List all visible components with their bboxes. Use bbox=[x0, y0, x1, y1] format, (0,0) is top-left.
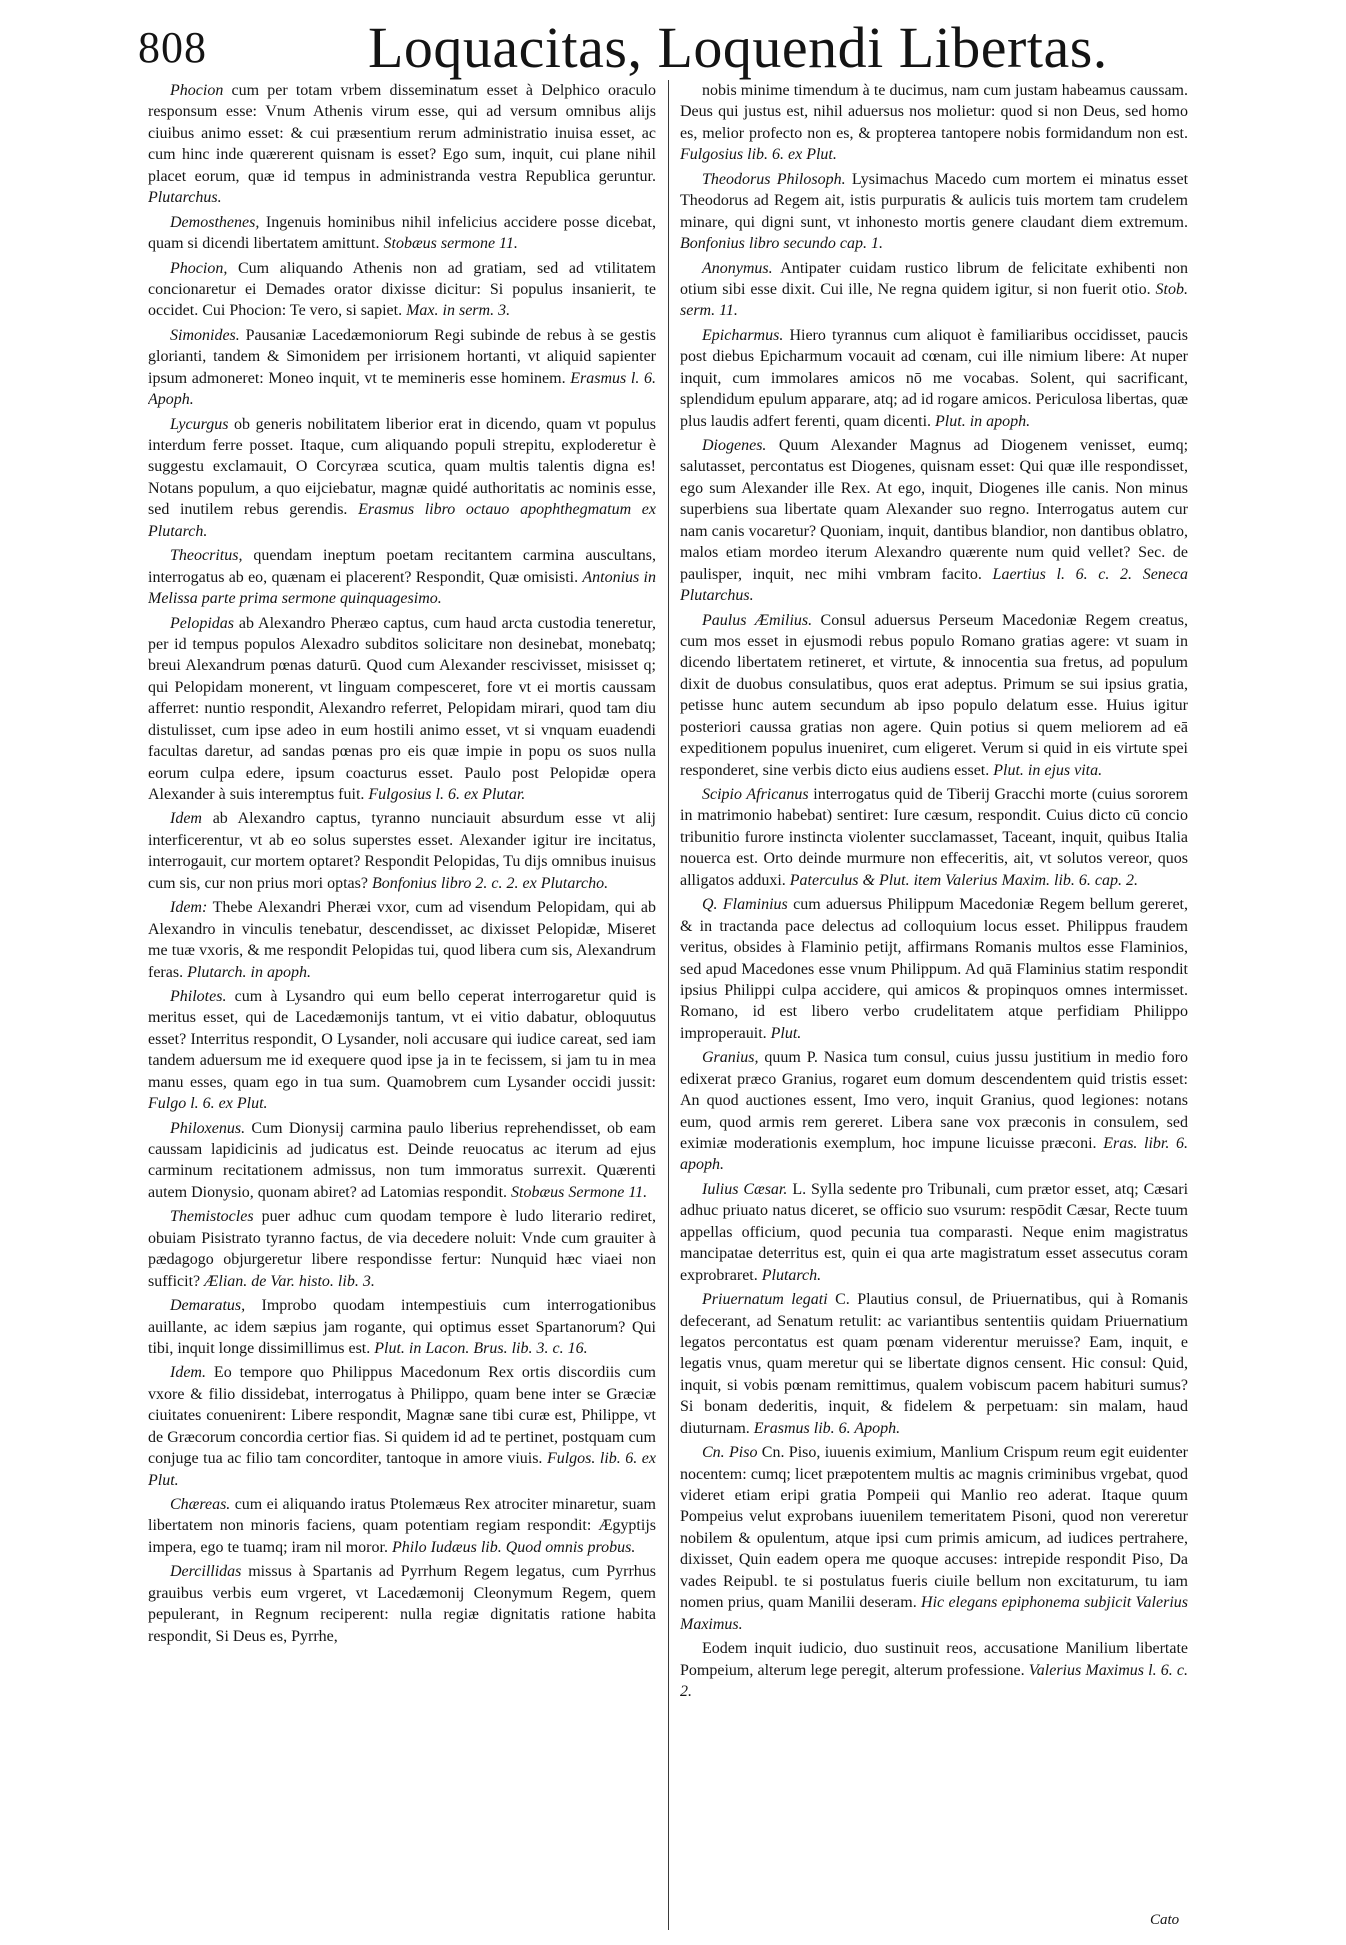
entry-source: Erasmus l. 6. Apoph. bbox=[148, 369, 656, 409]
entry-name: Demosthenes, bbox=[170, 213, 260, 231]
entry-source: Antonius in Melissa parte prima sermone quinquagesimo. bbox=[148, 568, 656, 608]
text-entry bbox=[680, 435, 1188, 607]
entry-name: Simonides. bbox=[170, 326, 240, 344]
text-entry bbox=[680, 784, 1188, 891]
entry-name: Theodorus Philosoph. bbox=[702, 170, 846, 188]
entry-source: Fulgosius l. 6. ex Plutar. bbox=[368, 786, 526, 803]
entry-text: Consul aduersus Perseum Macedoniæ Regem creatus, cum mos esset in ejusmodi rebus populo Romano gratias agere: vt suam in dicendo libertatem retineret, et virtute, & innocentia sua fretus, ad populum dixit de duobus consulatibus, quos erat adeptus. Primum se sui ipsius gratia, petisse hunc autem secundum ab ipso populo delatum esse. Huius igitur posteriori caussa gratias non agere. Quin potius si quem meliorem ad eā expeditionem populus inueniret, cum eligeret. Verum si quid in eis virtute spei responderet, sine verbis dicto eius audiens esset. bbox=[680, 611, 1188, 779]
entry-text: ab Alexandro Pheræo captus, cum haud arcta custodia teneretur, per id tempus populos Alexadro subditos solicitare non desinebat, monebatq; breui Alexandrum pœnas daturū. Quod cum Alexander rescivisset, misisset q; qui Pelopidam monerent, vt linguam compesceret, fore vt ei mortis caussam afferret: nuntio respondit, Alexandro referret, Pelopidam mirari, quod tam diu distulisset, cum ipse adeo in eum hostili animo esset, vt si vnquam euadendi facultas daretur, ad sandas pœnas pro eis quæ impie in popu os suos nulla eorum culpa edere, ipsum coacturus esset. Paulo post Pelopidæ opera Alexander à suis interemptus fuit. bbox=[148, 614, 656, 803]
entry-text: Thebe Alexandri Pheræi vxor, cum ad visendum Pelopidam, qui ab Alexandro in vinculis tenebatur, descendisset, ac dixisset Pelopidæ, Miseret me tuæ vxoris, & me respondit Pelopidas tui, quod libera cum sis, Alexandrum feras. bbox=[148, 899, 656, 981]
entry-name: Demaratus, bbox=[170, 1297, 246, 1315]
entry-source: Eras. libr. 6. apoph. bbox=[680, 1135, 1188, 1174]
entry-name: Chæreas. bbox=[170, 1496, 231, 1513]
text-entry bbox=[680, 258, 1188, 322]
entry-source: Plutarchus. bbox=[148, 189, 222, 207]
entry-text: Cum aliquando Athenis non ad gratiam, sed ad vtilitatem concionaretur ei Demades orator dixisse dicitur: Si populus insanierit, te occidet. Cui Phocion: Te vero, si sapiet. bbox=[148, 259, 656, 320]
entry-source: Plut. bbox=[770, 1024, 802, 1042]
text-entry bbox=[680, 80, 1188, 166]
entry-name: Priuernatum legati bbox=[702, 1291, 828, 1309]
entry-source: Plut. in ejus vita. bbox=[993, 761, 1103, 779]
text-entry bbox=[148, 80, 656, 209]
entry-source: Fulgos. lib. 6. ex Plut. bbox=[148, 1450, 656, 1489]
text-entry bbox=[148, 325, 656, 411]
text-entry bbox=[680, 610, 1188, 782]
entry-text: L. Sylla sedente pro Tribunali, cum prætor esset, atq; Cæsari adhuc priuato natus diceret, se officio suo vsurum: respōdit Cæsar, Recte tuum appellas officium, quod pecunia tua comparasti. Neque enim magistratus mancipatae deterritus est, quin ei qua arte magistratum esset assecutus coram exprobraret. bbox=[680, 1180, 1188, 1284]
entry-name: Philotes. bbox=[170, 987, 227, 1005]
entry-source: Plutarch. bbox=[761, 1266, 822, 1284]
entry-text: Hiero tyrannus cum aliquot è familiaribus occidisset, paucis post diebus Epicharmum vocauit ad cœnam, cui ille nimium libere: At nuper inquit, cum immolares amicos nō me vocabas. Solent, qui sacrificant, splendidum epulum apparare, atq; ad id rogare amicos. Periculosa libertas, quæ plus laudis adfert ferenti, quam dicenti. bbox=[680, 326, 1188, 430]
entry-text: cum ei aliquando iratus Ptolemæus Rex atrociter minaretur, suam libertatem non minoris faciens, quam potentiam regiam respondit: Ægyptijs impera, ego te tuamq; iram nil moror. bbox=[148, 1496, 656, 1556]
text-entry bbox=[680, 1179, 1188, 1286]
right-column bbox=[680, 80, 1188, 1938]
left-column bbox=[148, 80, 656, 1938]
entry-name: Phocion bbox=[170, 82, 224, 99]
entry-name: Theocritus, bbox=[170, 547, 243, 565]
entry-text: Cn. Piso, iuuenis eximium, Manlium Crispum reum egit euidenter nocentem: cumq; licet præpotentem multis ac magnis criminibus vrgebat, quod videret etiam eripi gratia Pompeii qui Manlio reo aderat. Itaque quum Pompeius velut exprobans iuuenilem temeritatem Pisoni, quod non vereretur nobilem & opulentum, atque ipsi cum primis amicum, ad iudices pertrahere, dixisset, Quin eadem opera me quoque accuses: intrepide respondit Piso, Da vades Reipubl. te si postulatus fueris ciuile bellum non excitaturum, tu iam nomen prius, quam Manilii deseram. bbox=[680, 1444, 1188, 1612]
text-entry bbox=[148, 545, 656, 609]
entry-source: Stob. serm. 11. bbox=[680, 280, 1188, 320]
text-entry bbox=[680, 1638, 1188, 1702]
entry-source: Erasmus libro octauo apophthegmatum ex Plutarch. bbox=[148, 501, 656, 540]
text-entry bbox=[148, 1561, 656, 1647]
text-entry bbox=[148, 1295, 656, 1359]
entry-name: Paulus Æmilius. bbox=[702, 611, 813, 629]
entry-name: Anonymus. bbox=[702, 259, 773, 277]
entry-text: Quum Alexander Magnus ad Diogenem venisset, eumq; salutasset, percontatus est Diogenes, quisnam esset: Qui quæ ille respondisset, ego sum Alexander ille Rex. At ego, inquit, Diogenes ille canis. Non minus superbiens sua libertate quam Alexander suo regno. Interrogatus autem cur nam canis vocaretur? Quoniam, inquit, dantibus blandior, non dantibus oblatro, malos etiam mordeo iterum Alexandro quærente num quid vellet? Sec. de paulisper, inquit, nec mihi vmbram facito. bbox=[680, 437, 1188, 583]
text-entry bbox=[680, 1047, 1188, 1176]
entry-source: Philo Iudæus lib. Quod omnis probus. bbox=[391, 1538, 636, 1556]
entry-text: Cum Dionysij carmina paulo liberius reprehendisset, ob eam caussam lapidicinis ad judicatus est. Deinde reuocatus ac iterum ad ejus carminum recitationem admissus, non tum immoratus surrexit. Quærenti autem Dionysio, quonam abiret? ad Latomias respondit. bbox=[148, 1119, 656, 1201]
text-entry bbox=[148, 897, 656, 983]
entry-source: Laertius l. 6. c. 2. Seneca Plutarchus. bbox=[680, 565, 1188, 605]
entry-source: Bonfonius libro secundo cap. 1. bbox=[680, 235, 883, 253]
entry-name: Themistocles bbox=[170, 1208, 254, 1226]
page-number: 808 bbox=[138, 23, 207, 72]
entry-text: Improbo quodam intempestiuis cum interrogationibus auillante, ac idem sæpius jam rogante, qui optimus esset Spartanorum? Qui tibi, inquit longe dissimillimus est. bbox=[148, 1297, 656, 1357]
text-entry bbox=[148, 1494, 656, 1558]
entry-source: Max. in serm. 3. bbox=[406, 302, 511, 320]
entry-text: cum per totam vrbem disseminatum esset à Delphico oraculo responsum esse: Vnum Athenis virum esse, qui ad versum omnibus alijs ciuibus animo esset: & cui præsentium rerum administratio inuisa esset, ac cum hinc inde quærerent quisnam is esset? Ego sum, inquit, cui plane nihil placet eorum, quæ id tempus in administranda vestra Republica geruntur. bbox=[148, 82, 656, 185]
entry-source: Ælian. de Var. histo. lib. 3. bbox=[204, 1272, 375, 1290]
text-entry bbox=[148, 808, 656, 894]
text-entry bbox=[148, 986, 656, 1115]
entry-name: Iulius Cæsar. bbox=[702, 1180, 788, 1198]
catchword: Cato bbox=[1150, 1912, 1180, 1928]
entry-text: Lysimachus Macedo cum mortem ei minatus esset Theodorus ad Regem ait, istis purpuratis & aulicis tuis mortem tam crudelem minare, qui digni sunt, vt inhonesto mortis genere claudant diem extremum. bbox=[680, 170, 1188, 231]
entry-source: Stobæus Sermone 11. bbox=[511, 1183, 648, 1201]
entry-source: Fulgosius lib. 6. ex Plut. bbox=[680, 146, 837, 164]
entry-text: Ingenuis hominibus nihil infelicius accidere posse dicebat, quam si dicendi libertatem amittunt. bbox=[148, 213, 656, 253]
running-title: Loquacitas, Loquendi Libertas. bbox=[368, 15, 1108, 80]
entry-name: Phocion, bbox=[170, 259, 228, 277]
entry-source: Erasmus lib. 6. Apoph. bbox=[753, 1419, 901, 1437]
entry-name: Idem: bbox=[170, 899, 208, 917]
text-entry bbox=[680, 1442, 1188, 1635]
entry-source: Valerius Maximus l. 6. c. 2. bbox=[680, 1661, 1188, 1700]
entry-name: Dercillidas bbox=[170, 1563, 242, 1581]
entry-text: quum P. Nasica tum consul, cuius jussu justitium in medio foro edixerat præco Granius, rogaret eum domum descendentem quid tristis esset: An quod auctiones essent, Imo vero, inquit Granius, quod legiones: notans eum, quod armis rem gereret. Libera sane vox præconis in consulem, sed eximiæ moderationis exemplum, hoc impune licuisse præconi. bbox=[680, 1049, 1188, 1152]
text-entry bbox=[148, 613, 656, 806]
entry-text: ob generis nobilitatem liberior erat in dicendo, quam vt populus interdum ferre posset. Itaque, cum aliquando populi strepitu, exploderetur è suggestu exclamauit, O Corcyræa scutica, quam multis talentis digna es! Notans populum, a quo eijciebatur, magnæ quidé authoritatis ac nominis esse, sed inutilem rebus gerendis. bbox=[148, 415, 656, 519]
entry-text: ab Alexandro captus, tyranno nunciauit absurdum esse vt alij interficerentur, vt ab eo solus superstes esset. Alexander igitur ire incitatus, interrogauit, cur mortem optaret? Respondit Pelopidas, Tu dijs omnibus inuisus cum sis, cur non prius mori optas? bbox=[148, 810, 656, 892]
entry-text: nobis minime timendum à te ducimus, nam cum justam habeamus caussam. Deus qui justus est, nihil aduersus nos molietur: quod si non Deus, sed homo es, melior profecto non es, & propterea tantopere nobis formidandum non est. bbox=[680, 82, 1188, 142]
entry-source: Plutarch. in apoph. bbox=[187, 963, 311, 981]
entry-text: missus à Spartanis ad Pyrrhum Regem legatus, cum Pyrrhus grauibus verbis eum vrgeret, vt Lacedæmonij Cleonymum Regem, quem pepulerant, in Regnum reciperent: nulla regiæ dignitatis ratione habita respondit, Si Deus es, Pyrrhe, bbox=[148, 1563, 656, 1645]
entry-name: Cn. Piso bbox=[702, 1444, 758, 1462]
entry-text: puer adhuc cum quodam tempore è ludo literario rediret, obuiam Pisistrato tyranno factus, de via decedere noluit: Vnde cum grauiter à pædagogo objurgeretur libere respondisse fertur: Nunquid hæc viaei non sufficit? bbox=[148, 1208, 656, 1290]
entry-source: Bonfonius libro 2. c. 2. ex Plutarcho. bbox=[371, 874, 609, 892]
entry-text: Eodem inquit iudicio, duo sustinuit reos, accusatione Manilium libertate Pompeium, alterum lege peregit, alterum professione. bbox=[680, 1640, 1188, 1679]
text-entry bbox=[680, 325, 1188, 432]
entry-source: Stobæus sermone 11. bbox=[383, 235, 518, 253]
column-divider bbox=[668, 80, 669, 1930]
text-entry bbox=[680, 1289, 1188, 1439]
entry-name: Q. Flaminius bbox=[702, 896, 788, 914]
text-entry bbox=[680, 894, 1188, 1044]
entry-text: interrogatus quid de Tiberij Gracchi morte (cuius sororem in matrimonio habebat) sentiret: Iure cæsum, respondit. Cuius dicto cū concio tribunitio furore instincta violenter succlamasset, Taceant, inquit, quibus Italia nouerca est. Orto deinde murmure non effeceritis, ait, vt solutos vereor, quos alligatos adduxi. bbox=[680, 786, 1188, 889]
entry-text: Eo tempore quo Philippus Macedonum Rex ortis discordiis cum vxore & filio dissidebat, interrogatus à Philippo, quam bene inter se Græciæ ciuitates conuenirent: Libere respondit, Magnæ sane tibi curæ est, Philippe, vt de Græcorum concordia certior fias. Si quidem id ad te pertinet, postquam cum conjuge tua ac filio tam concorditer, tantoque in amore viuis. bbox=[148, 1364, 656, 1468]
entry-name: Philoxenus. bbox=[170, 1119, 246, 1137]
entry-source: Paterculus & Plut. item Valerius Maxim. lib. 6. cap. 2. bbox=[789, 871, 1139, 889]
entry-source: Plut. in Lacon. Brus. lib. 3. c. 16. bbox=[374, 1339, 588, 1357]
entry-name: Idem bbox=[170, 810, 202, 828]
entry-name: Scipio Africanus bbox=[702, 786, 809, 803]
text-entry bbox=[148, 1206, 656, 1292]
entry-text: Pausaniæ Lacedæmoniorum Regi subinde de rebus à se gestis glorianti, tandem & Simonidem per irrisionem hortanti, vt aliquid sapienter ipsum admoneret: Moneo inquit, vt te memineris esse hominem. bbox=[148, 326, 656, 387]
text-entry bbox=[148, 258, 656, 322]
entry-text: C. Plautius consul, de Priuernatibus, qui à Romanis defecerant, ad Senatum retulit: ac variantibus sententiis quidam Priuernatium legatos percontatus est quam pœnam viderentur meruisse? Eam, inquit, e legatis vnus, quam meretur qui se libertate dignos censent. Hic consul: Quid, inquit, si vobis pœnam remittimus, qualem vobiscum pacem habituri sumus? Si bonam dederitis, inquit, & fidelem & perpetuam: sin malam, haud diuturnam. bbox=[680, 1291, 1188, 1437]
entry-source: Plut. in apoph. bbox=[935, 412, 1031, 430]
text-entry bbox=[148, 212, 656, 255]
entry-text: cum à Lysandro qui eum bello ceperat interrogaretur quid is meritus esset, qui de Lacedæmonijs tantum, vt ei vitio dabatur, obloquutus esset? Interritus respondit, O Lysander, noli accusare qui iudice careat, sed iam tandem aduersum me id exequere quod ipse ja in te fecissem, si jam tu in mea manu esses, quam ego in tua sum. Quamobrem cum Lysander occidi jussit: bbox=[148, 987, 656, 1091]
entry-name: Diogenes. bbox=[702, 437, 767, 454]
text-entry bbox=[148, 1362, 656, 1491]
entry-name: Idem. bbox=[170, 1364, 206, 1382]
entry-name: Lycurgus bbox=[170, 415, 229, 433]
entry-text: quendam ineptum poetam recitantem carmina auscultans, interrogatus ab eo, quænam ei placerent? Respondit, Quæ omisisti. bbox=[148, 547, 656, 586]
entry-source: Fulgo l. 6. ex Plut. bbox=[148, 1095, 268, 1113]
entry-text: Antipater cuidam rustico librum de felicitate exhibenti non otium sibi esse dixit. Cui ille, Ne regna quidem igitur, si non fuerit otio. bbox=[680, 259, 1188, 298]
entry-source: Hic elegans epiphonema subjicit Valerius Maximus. bbox=[680, 1594, 1188, 1633]
text-entry bbox=[148, 414, 656, 543]
entry-text: cum aduersus Philippum Macedoniæ Regem bellum gereret, & in tractanda pace delectus ad colloquium locus esset. Philippus fraudem veritus, obsides à Flaminio petijt, affirmans Romanis multos esse Flaminios, sed apud Macedones esse vnum Philippum. Ad quā Flaminius statim respondit ipsius Philippi culpa accidere, qui amicos & propinquos omnes intermisset. Romano, id est libero verbo crudelitatem atque perfidiam Philippo improperauit. bbox=[680, 896, 1188, 1042]
entry-name: Granius, bbox=[702, 1049, 759, 1067]
entry-name: Pelopidas bbox=[170, 614, 234, 632]
entry-name: Epicharmus. bbox=[702, 326, 784, 344]
text-entry bbox=[680, 169, 1188, 255]
text-entry bbox=[148, 1118, 656, 1204]
